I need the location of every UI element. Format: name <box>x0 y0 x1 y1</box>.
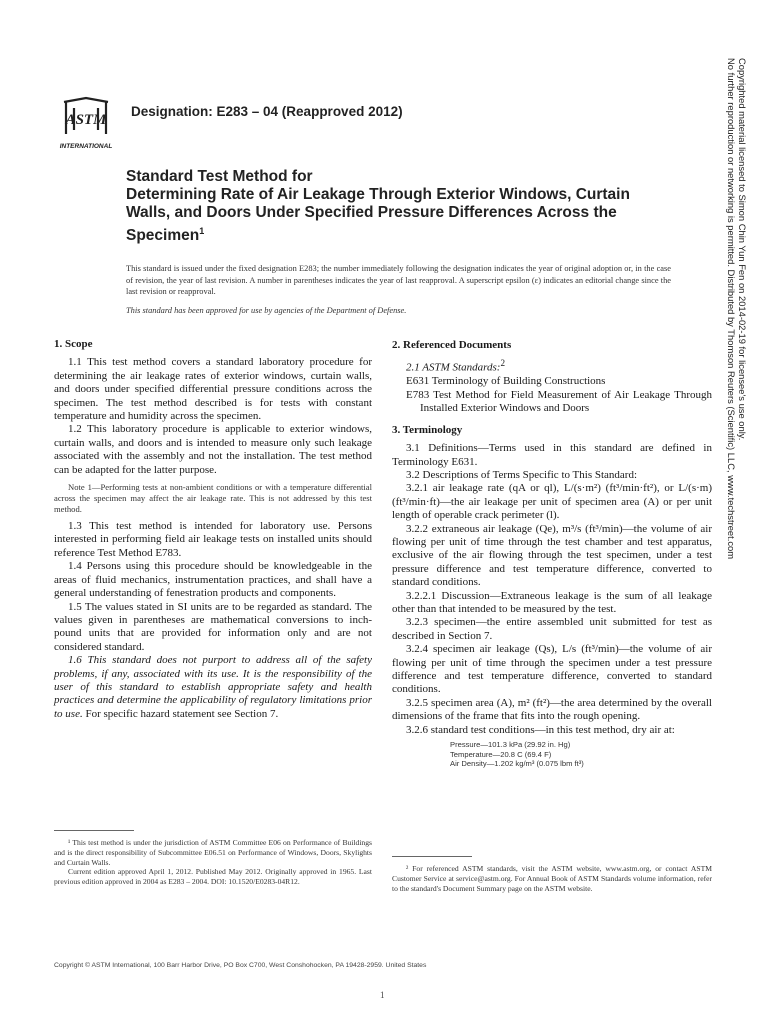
para-1-3: 1.3 This test method is intended for laboratory use. Persons interested in performing field air leakage tests on installed units should reference Test Method E783. <box>54 520 372 559</box>
cond-temperature: Temperature—20.8 C (69.4 F) <box>450 749 552 759</box>
designation: Designation: E283 – 04 (Reapproved 2012) <box>131 104 403 119</box>
refs-heading: 2. Referenced Documents <box>392 339 512 351</box>
ref-2-1 <box>392 357 712 375</box>
title-line-2 <box>126 186 666 245</box>
term-3-1: 3.1 Definitions—Terms used in this standard are defined in Terminology E631. <box>392 442 712 468</box>
term-3-2-2: 3.2.2 extraneous air leakage (Qe), m³/s (ft³/min)—the volume of air flowing per unit of time through the test chamber and test apparatus, exclusive of the air flowing through the test specimen, under a test pressure difference and test temperature difference, converted to standard conditions. <box>392 522 712 589</box>
term-3-2-2-1: 3.2.2.1 Discussion—Extraneous leakage is the sum of all leakage other than that intended to be measured by the test. <box>392 589 712 615</box>
footnote-2: ² For referenced ASTM standards, visit the ASTM website, www.astm.org, or contact ASTM Customer Service at service@astm.org. For Annual Book of ASTM Standards volume information, refer to the standard's Document Summary page on the ASTM website. <box>392 864 712 893</box>
term-3-2-4: 3.2.4 specimen air leakage (Qs), L/s (ft³/min)—the volume of air flowing per unit of time through the specimen under a test pressure difference and test temperature difference, converted to standard conditions. <box>392 643 712 696</box>
astm-logo <box>54 94 118 152</box>
term-3-2-5: 3.2.5 specimen area (A), m² (ft²)—the area determined by the overall dimensions of the frame that fits into the rough opening. <box>392 696 712 723</box>
ref-e783: E783 Test Method for Field Measurement of Air Leakage Through Installed Exterior Windows and Doors <box>406 388 712 415</box>
title-main: Determining Rate of Air Leakage Through Exterior Windows, Curtain Walls, and Doors Under Specified Pressure Differences Across the Specimen <box>126 186 630 245</box>
approval-note: This standard has been approved for use by agencies of the Department of Defense. <box>126 306 407 315</box>
cond-density: Air Density—1.202 kg/m³ (0.075 lbm ft³) <box>450 759 584 769</box>
para-1-5: 1.5 The values stated in SI units are to be regarded as standard. The values given in parentheses are mathematical conversions to inch-pound units that are provided for information only and are not considered standard. <box>54 600 372 653</box>
term-3-2-3: 3.2.3 specimen—the entire assembled unit submitted for test as described in Section 7. <box>392 616 712 642</box>
para-1-2: 1.2 This laboratory procedure is applicable to exterior windows, curtain walls, and doors and is intended to measure only such leakage associated with the assembly and not the installation. The test method can be adapted for the latter purpose. <box>54 423 372 476</box>
footnote-rule-left <box>54 830 134 831</box>
scope-heading: 1. Scope <box>54 338 93 350</box>
footnote-1-edition: Current edition approved April 1, 2012. Published May 2012. Originally approved in 1965. Last previous edition approved in 2004 as E283 – 2004. DOI: 10.1520/E0283-04R12. <box>54 867 372 887</box>
term-3-2: 3.2 Descriptions of Terms Specific to This Standard: <box>406 468 638 481</box>
right-column <box>392 339 712 769</box>
ref-e631: E631 Terminology of Building Constructions <box>406 375 606 388</box>
footnote-1-text: ¹ This test method is under the jurisdiction of ASTM Committee E06 on Performance of Buildings and is the direct responsibility of Subcommittee E06.51 on Performance of Windows, Doors, Skylights and Curtain Walls. <box>54 838 372 867</box>
side-copyright-note <box>726 58 748 559</box>
ref-2-1-text: 2.1 ASTM Standards: <box>406 362 501 375</box>
para-1-6-tail: For specific hazard statement see Section 7. <box>82 707 279 720</box>
title-line-1: Standard Test Method for <box>126 168 313 185</box>
ref-2-1-sup: 2 <box>500 358 506 369</box>
title-footnote-mark: 1 <box>199 226 205 236</box>
term-3-2-1: 3.2.1 air leakage rate (qA or ql), L/(s·m²) (ft³/min·ft²), or L/(s·m) (ft³/min·ft)—the air leakage per unit of specimen area (A) or per unit length of operable crack perimeter (l). <box>392 482 712 522</box>
para-1-6 <box>54 654 372 721</box>
footnote-rule-right <box>392 856 472 857</box>
side-note-line-2: No further reproduction or networking is permitted. Distributed by Thomson Reuters (Scientific) LLC, www.techstreet.com <box>726 58 737 560</box>
document-title <box>126 168 666 245</box>
terminology-heading: 3. Terminology <box>392 423 463 436</box>
note-1: Note 1—Performing tests at non-ambient conditions or with a temperature differential across the specimen may affect the air leakage rate. This is not addressed by this test method. <box>54 482 372 515</box>
side-note-line-1: Copyrighted material licensed to Simon Chin Yun Fen on 2014-02-19 for licensee's use only. <box>737 58 748 441</box>
standard-note: This standard is issued under the fixed designation E283; the number immediately following the designation indicates the year of original adoption or, in the case of revision, the year of last revision. A number in parentheses indicates the year of last reapproval. A superscript epsilon (ε) indicates an editorial change since the last revision or reapproval. <box>126 264 671 296</box>
para-1-4: 1.4 Persons using this procedure should be knowledgeable in the areas of fluid mechanics, instrumentation practices, and shall have a general understanding of fenestration products and components. <box>54 560 372 600</box>
left-column <box>54 338 372 721</box>
copyright-footer: Copyright © ASTM International, 100 Barr Harbor Drive, PO Box C700, West Conshohocken, PA 19428-2959. United States <box>54 962 427 969</box>
standard-conditions <box>392 740 712 769</box>
para-1-6-safety: 1.6 This standard does not purport to address all of the safety problems, if any, associated with its use. It is the responsibility of the user of this standard to establish appropriate safety and health practices and determine the applicability of regulatory limitations prior to use. <box>54 654 372 720</box>
logo-text: INTERNATIONAL <box>59 143 113 150</box>
cond-pressure: Pressure—101.3 kPa (29.92 in. Hg) <box>450 740 571 750</box>
term-3-2-6: 3.2.6 standard test conditions—in this test method, dry air at: <box>406 723 675 736</box>
para-1-1: 1.1 This test method covers a standard laboratory procedure for determining the air leakage rates of exterior windows, curtain walls, and doors under specified differential pressure conditions across the specimen. The test method described is for tests with constant temperature and humidity across the specimen. <box>54 356 372 423</box>
page-number: 1 <box>380 990 385 1000</box>
footnote-1 <box>54 838 372 887</box>
svg-text:ASTM: ASTM <box>65 112 107 128</box>
